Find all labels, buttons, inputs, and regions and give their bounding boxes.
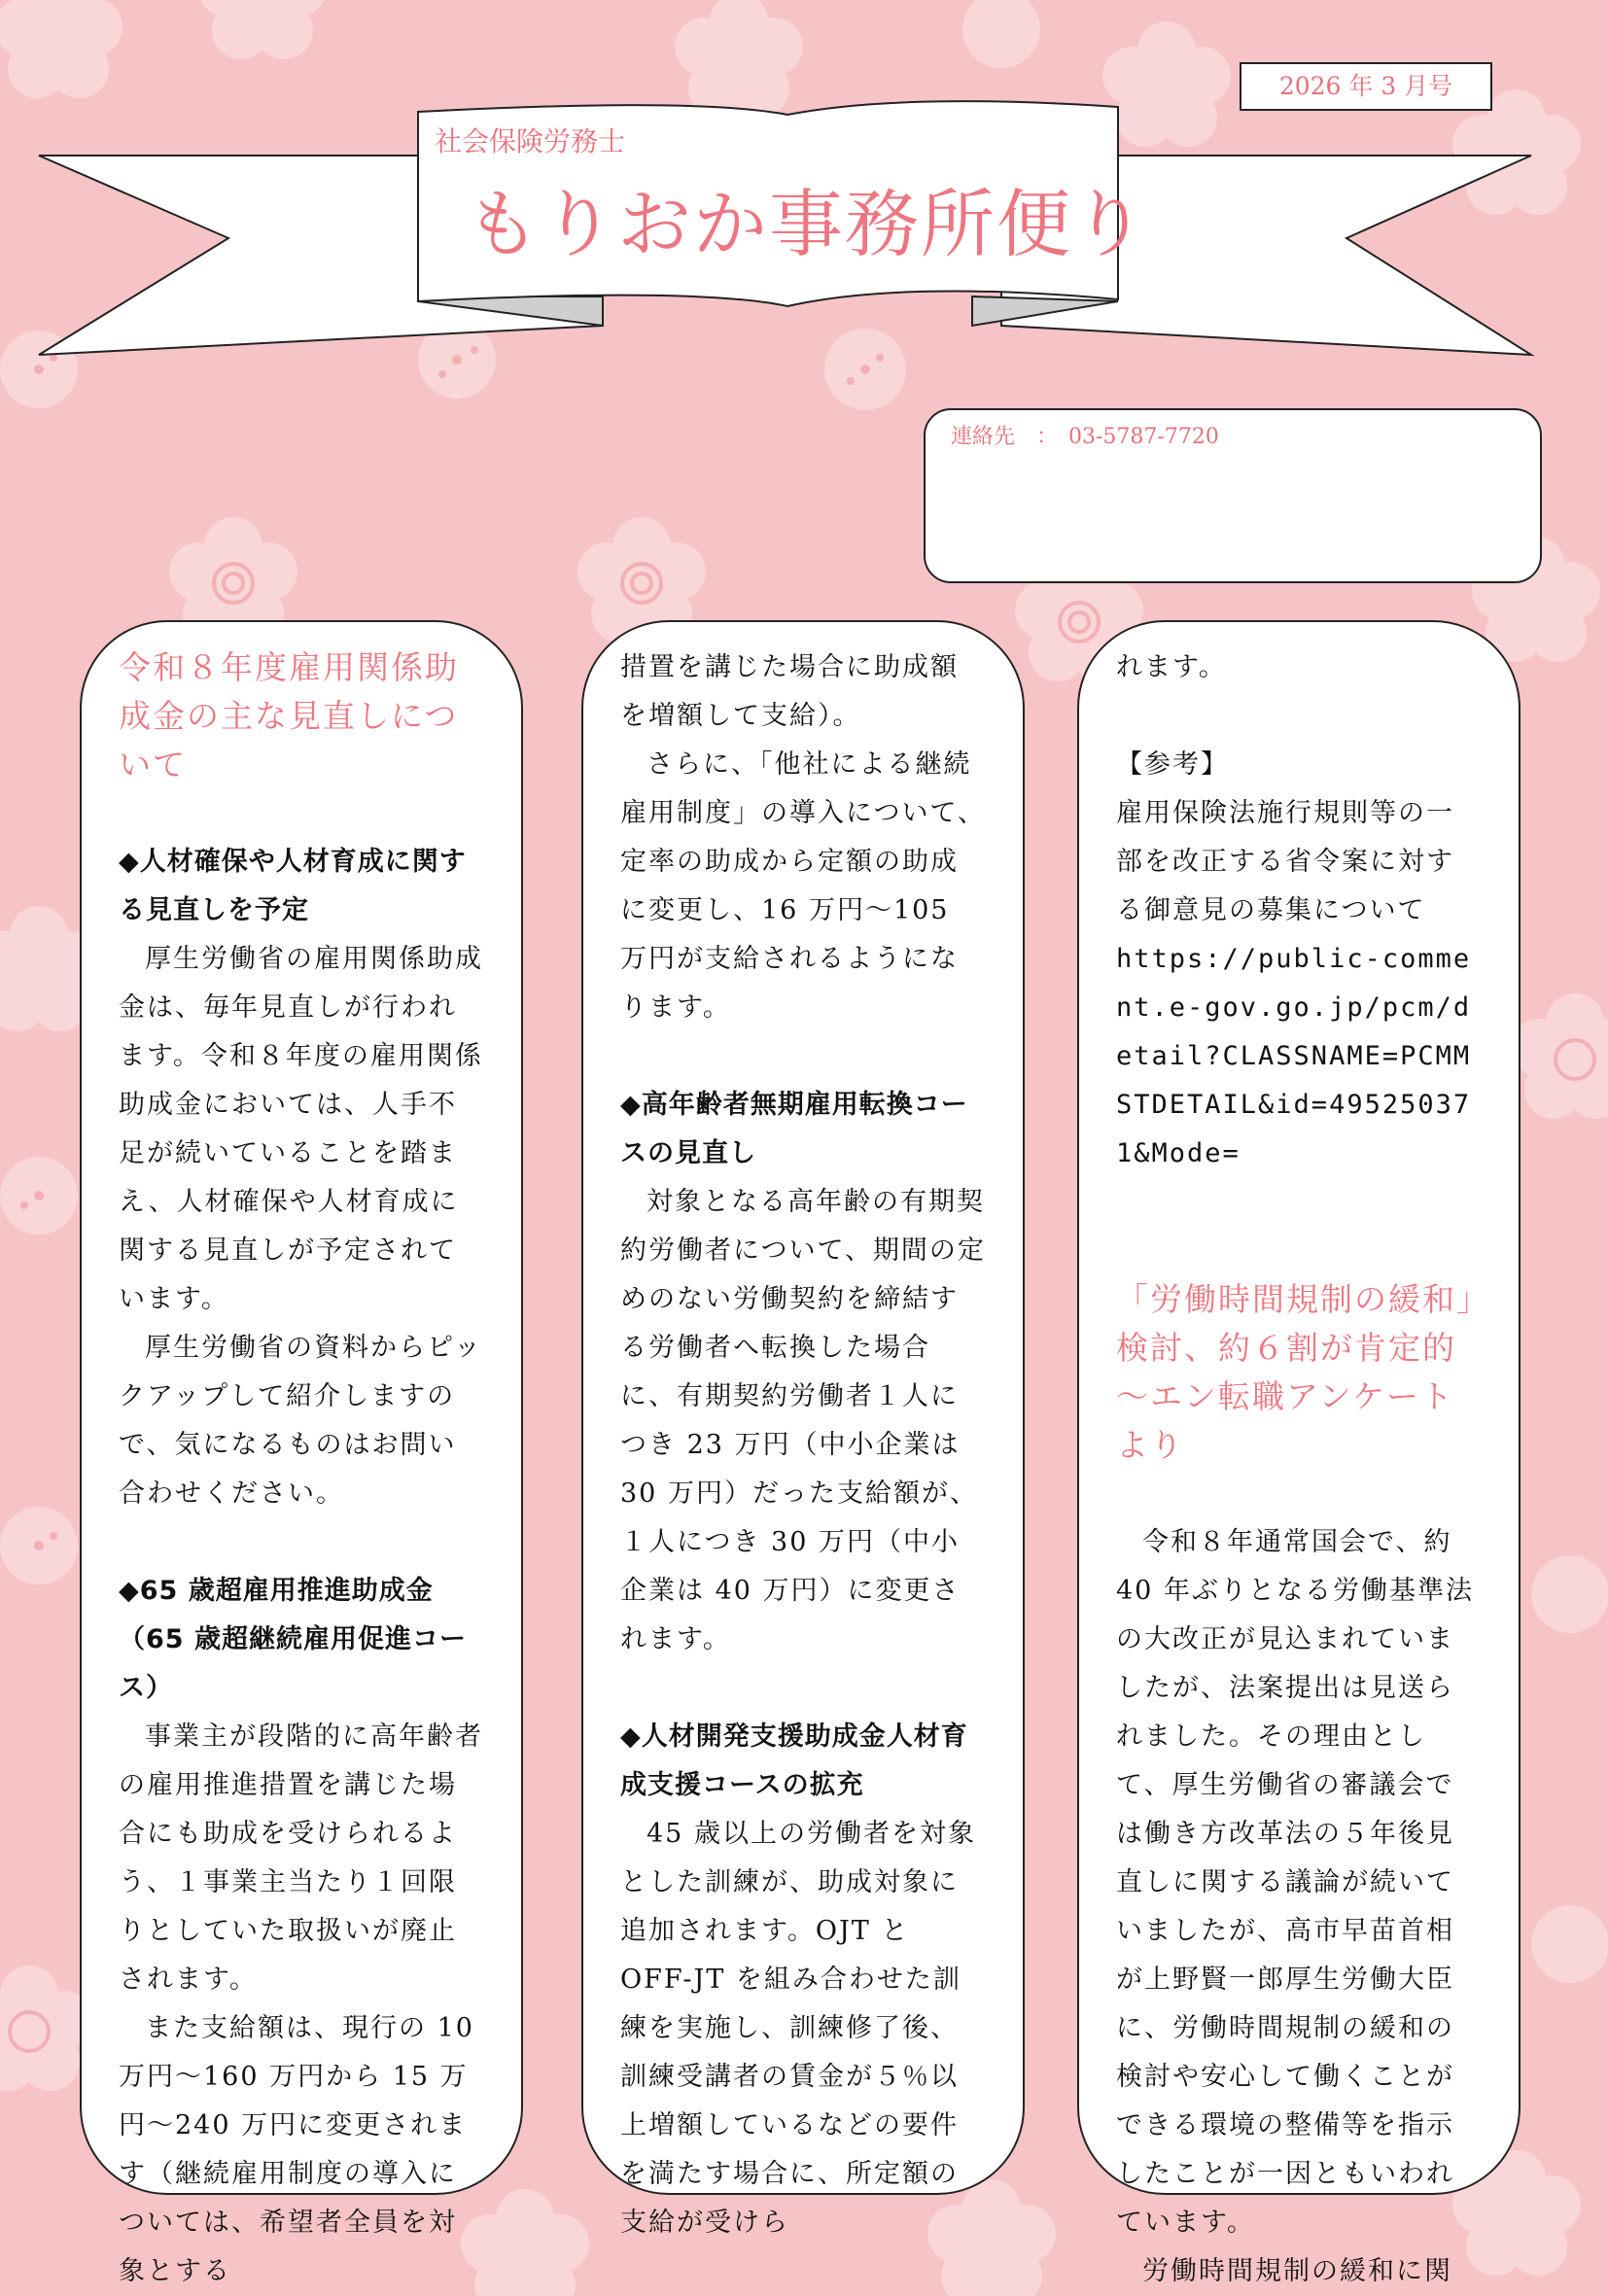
section-heading-training: ◆人材開発支援助成金人材育成支援コースの拡充 xyxy=(620,1722,968,1800)
section-heading-talent: ◆人材確保や人材育成に関する見直しを予定 xyxy=(119,847,467,925)
paragraph: 厚生労働省の雇用関係助成金は、毎年見直しが行われます。令和８年度の雇用関係助成金においては、人手不足が続いていることを踏まえ、人材確保や人材育成に関する見直しが予定されています。 xyxy=(119,944,483,1314)
column-3 xyxy=(1077,620,1521,2286)
paragraph: れます。 xyxy=(1116,652,1227,682)
organization-label: 社会保険労務士 xyxy=(435,125,626,157)
column-1 xyxy=(80,620,523,2286)
section-heading-conversion: ◆高年齢者無期雇用転換コースの見直し xyxy=(620,1090,968,1168)
article-heading-worktime: 「労働時間規制の緩和」検討、約６割が肯定的～エン転職アンケートより xyxy=(1116,1280,1475,1464)
contact-box xyxy=(924,408,1542,583)
page-title: もりおか事務所便り xyxy=(466,181,1148,267)
paragraph: 厚生労働省の資料からピックアップして紹介しますので、気になるものはお問い合わせください。 xyxy=(119,1333,482,1509)
paragraph: 45 歳以上の労働者を対象とした訓練が、助成対象に追加されます。OJT と OFF-JT を組み合わせた訓練を実施し、訓練修了後、訓練受講者の賃金が５％以上増額しているなどの要件を満たす場合に、所定額の支給が受けら xyxy=(620,1819,976,2238)
paragraph: 事業主が段階的に高年齢者の雇用推進措置を講じた場合にも助成を受けられるよう、１事業主当たり１回限りとしていた取扱いが廃止されます。 xyxy=(119,1722,483,1995)
reference-link[interactable]: https://public-comment.e-gov.go.jp/pcm/detail?CLASSNAME=PCMMSTDETAIL&id=495250371&Mode= xyxy=(1116,944,1472,1168)
column-2 xyxy=(581,620,1025,2238)
paragraph: 措置を講じた場合に助成額を増額して支給）。 xyxy=(620,652,959,731)
paragraph: さらに、「他社による継続雇用制度」の導入について、定率の助成から定額の助成に変更し、16 万円～105 万円が支給されるようになります。 xyxy=(620,749,986,1023)
section-heading-65: ◆65 歳超雇用推進助成金（65 歳超継続雇用促進コース） xyxy=(119,1576,467,1703)
reference-label: 【参考】 xyxy=(1116,749,1229,780)
article-heading-subsidy: 令和８年度雇用関係助成金の主な見直しについて xyxy=(119,648,459,783)
paragraph: 対象となる高年齢の有期契約労働者について、期間の定めのない労働契約を締結する労働者へ転換した場合に、有期契約労働者１人につき 23 万円（中小企業は 30 万円）だった支給額が、１人につき 30 万円（中小企業は 40 万円）に変更されます。 xyxy=(620,1187,986,1654)
contact-phone: 連絡先 ： 03-5787-7720 xyxy=(951,425,1219,449)
paragraph: また支給額は、現行の 10 万円～160 万円から 15 万円～240 万円に変更されます（継続雇用制度の導入については、希望者全員を対象とする xyxy=(119,2013,474,2286)
reference-text: 雇用保険法施行規則等の一部を改正する省令案に対する御意見の募集について xyxy=(1116,798,1454,925)
paragraph: 令和８年通常国会で、約40 年ぶりとなる労働基準法の大改正が見込まれていましたが、法案提出は見送られました。その理由として、厚生労働省の審議会では働き方改革法の５年後見直しに関する議論が続いていましたが、高市早苗首相が上野賢一郎厚生労働大臣に、労働時間規制の緩和の検討や安心して働くことができる環境の整備等を指示したことが一因ともいわれています。 xyxy=(1116,1527,1474,2238)
paragraph: 労働時間規制の緩和に関 xyxy=(1142,2256,1452,2286)
issue-date: 2026 年 3 月号 xyxy=(1240,62,1492,111)
